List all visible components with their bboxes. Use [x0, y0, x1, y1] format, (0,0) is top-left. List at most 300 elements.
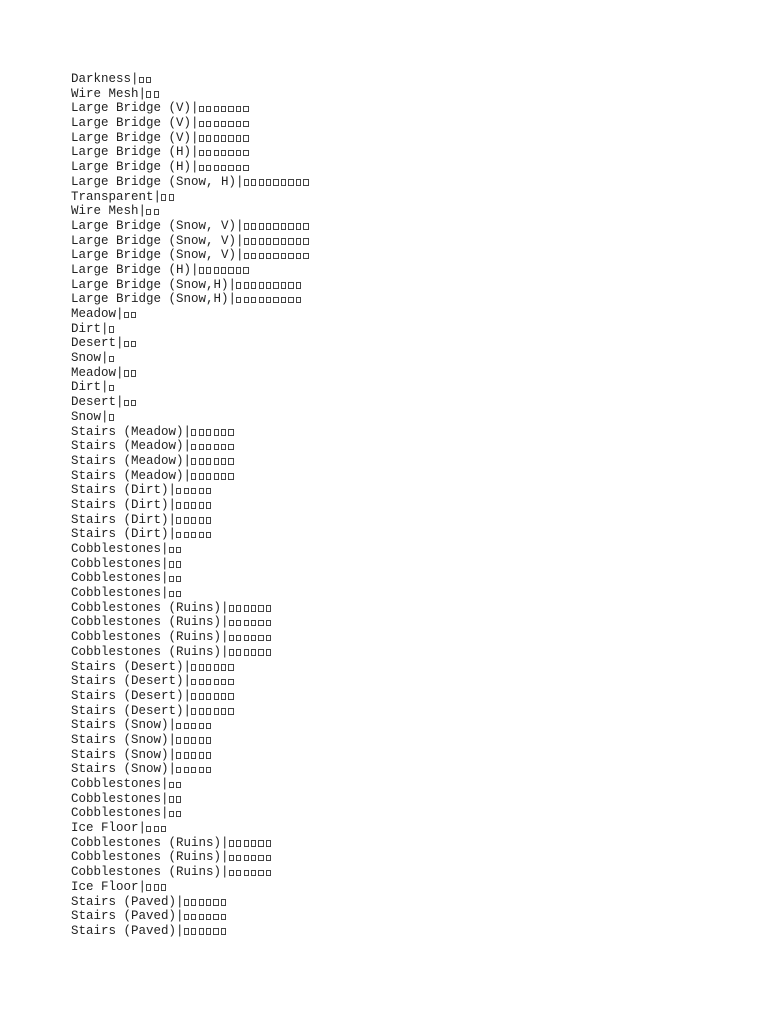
text-line: [71, 527, 731, 542]
tofu-box-icon: [191, 752, 196, 759]
tofu-box-icon: [244, 649, 249, 656]
tofu-box-icon: [288, 179, 293, 186]
tofu-box-icon: [184, 517, 189, 524]
tofu-box-icon: [206, 532, 211, 539]
missing-glyphs: [199, 160, 251, 169]
tofu-box-icon: [206, 517, 211, 524]
missing-glyphs: [176, 718, 213, 727]
tofu-box-icon: [176, 752, 181, 759]
tofu-box-icon: [146, 826, 151, 833]
tofu-box-icon: [191, 517, 196, 524]
line-label: Cobblestones (Ruins): [71, 835, 222, 850]
missing-glyphs: [199, 145, 251, 154]
tofu-box-icon: [251, 238, 256, 245]
text-line: [71, 219, 731, 234]
tofu-box-icon: [281, 253, 286, 260]
missing-glyphs: [124, 395, 139, 404]
text-line: [71, 586, 731, 601]
tofu-box-icon: [296, 297, 301, 304]
line-label: Large Bridge (V): [71, 101, 192, 116]
line-separator: |: [176, 909, 184, 924]
tofu-box-icon: [266, 635, 271, 642]
tofu-box-icon: [176, 591, 181, 598]
tofu-box-icon: [199, 165, 204, 172]
tofu-box-icon: [206, 458, 211, 465]
tofu-box-icon: [221, 708, 226, 715]
tofu-box-icon: [124, 370, 129, 377]
tofu-box-icon: [176, 737, 181, 744]
missing-glyphs: [191, 704, 236, 713]
tofu-box-icon: [236, 605, 241, 612]
tofu-box-icon: [236, 855, 241, 862]
tofu-box-icon: [266, 840, 271, 847]
tofu-box-icon: [206, 488, 211, 495]
tofu-box-icon: [266, 297, 271, 304]
tofu-box-icon: [244, 840, 249, 847]
tofu-box-icon: [191, 532, 196, 539]
line-label: Large Bridge (H): [71, 262, 192, 277]
tofu-box-icon: [184, 488, 189, 495]
text-line: [71, 439, 731, 454]
tofu-box-icon: [221, 444, 226, 451]
text-line: [71, 895, 731, 910]
tofu-box-icon: [236, 150, 241, 157]
tofu-box-icon: [184, 928, 189, 935]
line-separator: |: [168, 483, 177, 498]
tofu-box-icon: [229, 855, 234, 862]
tofu-box-icon: [206, 106, 211, 113]
line-separator: |: [228, 277, 237, 292]
tofu-box-icon: [303, 253, 308, 260]
line-label: Stairs (Meadow): [71, 439, 184, 454]
text-line: [71, 425, 731, 440]
tofu-box-icon: [244, 238, 249, 245]
line-label: Large Bridge (V): [71, 116, 192, 131]
line-separator: |: [138, 204, 147, 219]
missing-glyphs: [236, 278, 303, 287]
line-label: Stairs (Dirt): [71, 512, 169, 527]
line-label: Stairs (Snow): [71, 718, 169, 733]
line-label: Stairs (Meadow): [71, 424, 184, 439]
tofu-box-icon: [244, 635, 249, 642]
missing-glyphs: [176, 527, 213, 536]
tofu-box-icon: [206, 444, 211, 451]
line-label: Meadow: [71, 307, 117, 321]
line-label: Large Bridge (Snow, V): [71, 248, 237, 263]
tofu-box-icon: [124, 312, 129, 319]
missing-glyphs: [244, 219, 311, 228]
text-line: [71, 909, 731, 924]
line-label: Stairs (Desert): [71, 688, 184, 703]
line-label: Desert: [71, 395, 117, 410]
tofu-box-icon: [146, 77, 151, 84]
missing-glyphs: [184, 924, 229, 933]
tofu-box-icon: [251, 855, 256, 862]
text-line: [71, 116, 731, 131]
missing-glyphs: [176, 483, 213, 492]
document-text-list: [71, 72, 731, 939]
tofu-box-icon: [206, 914, 211, 921]
line-label: Cobblestones (Ruins): [71, 615, 222, 630]
tofu-box-icon: [221, 928, 226, 935]
line-separator: |: [228, 292, 237, 307]
tofu-box-icon: [243, 135, 248, 142]
tofu-box-icon: [131, 312, 136, 319]
tofu-box-icon: [221, 150, 226, 157]
text-line: [71, 72, 731, 87]
tofu-box-icon: [199, 444, 204, 451]
tofu-box-icon: [229, 635, 234, 642]
tofu-box-icon: [191, 693, 196, 700]
missing-glyphs: [176, 762, 213, 771]
tofu-box-icon: [228, 429, 233, 436]
tofu-box-icon: [176, 796, 181, 803]
line-separator: |: [116, 365, 124, 380]
tofu-box-icon: [228, 444, 233, 451]
line-label: Snow: [71, 351, 102, 366]
text-line: [71, 571, 731, 586]
line-separator: |: [183, 688, 192, 703]
tofu-box-icon: [206, 679, 211, 686]
line-separator: |: [183, 674, 192, 689]
line-label: Stairs (Snow): [71, 732, 169, 747]
line-label: Stairs (Dirt): [71, 527, 169, 542]
line-separator: |: [191, 116, 199, 131]
tofu-box-icon: [184, 737, 189, 744]
tofu-box-icon: [273, 238, 278, 245]
line-separator: |: [236, 218, 244, 233]
tofu-box-icon: [236, 297, 241, 304]
tofu-box-icon: [206, 723, 211, 730]
tofu-box-icon: [146, 209, 151, 216]
tofu-box-icon: [243, 106, 248, 113]
tofu-box-icon: [109, 414, 114, 421]
tofu-box-icon: [221, 458, 226, 465]
tofu-box-icon: [176, 767, 181, 774]
text-line: [71, 351, 731, 366]
missing-glyphs: [169, 542, 184, 551]
line-label: Meadow: [71, 365, 117, 380]
line-separator: |: [221, 850, 229, 865]
tofu-box-icon: [176, 517, 181, 524]
tofu-box-icon: [176, 576, 181, 583]
tofu-box-icon: [206, 267, 211, 274]
text-line: [71, 469, 731, 484]
tofu-box-icon: [214, 165, 219, 172]
line-separator: |: [138, 879, 147, 894]
tofu-box-icon: [199, 664, 204, 671]
tofu-box-icon: [221, 135, 226, 142]
tofu-box-icon: [236, 135, 241, 142]
line-separator: |: [153, 189, 162, 204]
tofu-box-icon: [266, 870, 271, 877]
line-label: Cobblestones: [71, 571, 162, 586]
tofu-box-icon: [288, 297, 293, 304]
line-separator: |: [236, 248, 244, 263]
tofu-box-icon: [303, 179, 308, 186]
tofu-box-icon: [221, 899, 226, 906]
text-line: [71, 513, 731, 528]
line-label: Dirt: [71, 380, 102, 395]
tofu-box-icon: [184, 767, 189, 774]
text-line: [71, 601, 731, 616]
line-label: Cobblestones (Ruins): [71, 630, 222, 645]
tofu-box-icon: [251, 282, 256, 289]
line-separator: |: [161, 806, 169, 821]
tofu-box-icon: [236, 121, 241, 128]
missing-glyphs: [199, 101, 251, 110]
line-separator: |: [176, 923, 184, 938]
line-label: Cobblestones: [71, 586, 162, 601]
text-line: [71, 204, 731, 219]
tofu-box-icon: [206, 737, 211, 744]
tofu-box-icon: [273, 253, 278, 260]
tofu-box-icon: [214, 693, 219, 700]
tofu-box-icon: [169, 591, 174, 598]
missing-glyphs: [109, 322, 116, 331]
line-label: Large Bridge (Snow, H): [71, 174, 237, 189]
missing-glyphs: [184, 909, 229, 918]
line-separator: |: [168, 732, 177, 747]
tofu-box-icon: [214, 267, 219, 274]
missing-glyphs: [199, 116, 251, 125]
line-label: Large Bridge (H): [71, 160, 192, 175]
line-label: Large Bridge (Snow, V): [71, 218, 237, 233]
line-separator: |: [138, 821, 147, 836]
line-label: Stairs (Paved): [71, 923, 177, 938]
tofu-box-icon: [191, 679, 196, 686]
tofu-box-icon: [258, 840, 263, 847]
text-line: [71, 366, 731, 381]
line-label: Stairs (Snow): [71, 762, 169, 777]
tofu-box-icon: [214, 429, 219, 436]
text-line: [71, 748, 731, 763]
tofu-box-icon: [221, 693, 226, 700]
tofu-box-icon: [228, 121, 233, 128]
missing-glyphs: [191, 454, 236, 463]
tofu-box-icon: [199, 532, 204, 539]
line-label: Cobblestones: [71, 777, 162, 791]
text-line: [71, 630, 731, 645]
tofu-box-icon: [266, 238, 271, 245]
line-separator: |: [183, 453, 192, 468]
tofu-box-icon: [288, 282, 293, 289]
line-label: Large Bridge (Snow,H): [71, 277, 229, 292]
tofu-box-icon: [228, 693, 233, 700]
tofu-box-icon: [273, 297, 278, 304]
text-line: [71, 190, 731, 205]
line-separator: |: [221, 600, 229, 615]
tofu-box-icon: [236, 282, 241, 289]
tofu-box-icon: [221, 679, 226, 686]
tofu-box-icon: [191, 458, 196, 465]
tofu-box-icon: [266, 179, 271, 186]
tofu-box-icon: [161, 884, 166, 891]
line-separator: |: [168, 718, 177, 733]
missing-glyphs: [146, 880, 168, 889]
tofu-box-icon: [191, 723, 196, 730]
tofu-box-icon: [199, 458, 204, 465]
tofu-box-icon: [244, 605, 249, 612]
line-separator: |: [236, 174, 244, 189]
line-separator: |: [101, 380, 109, 395]
text-line: [71, 557, 731, 572]
tofu-box-icon: [251, 297, 256, 304]
tofu-box-icon: [258, 649, 263, 656]
text-line: [71, 145, 731, 160]
tofu-box-icon: [199, 517, 204, 524]
line-separator: |: [176, 894, 184, 909]
tofu-box-icon: [273, 223, 278, 230]
tofu-box-icon: [236, 106, 241, 113]
line-separator: |: [221, 644, 229, 659]
tofu-box-icon: [214, 150, 219, 157]
line-label: Wire Mesh: [71, 86, 139, 101]
tofu-box-icon: [251, 840, 256, 847]
missing-glyphs: [109, 380, 116, 389]
missing-glyphs: [169, 586, 184, 595]
missing-glyphs: [244, 234, 311, 243]
tofu-box-icon: [266, 855, 271, 862]
tofu-box-icon: [206, 664, 211, 671]
line-label: Large Bridge (V): [71, 130, 192, 145]
missing-glyphs: [229, 865, 274, 874]
text-line: [71, 542, 731, 557]
line-separator: |: [168, 512, 177, 527]
tofu-box-icon: [214, 121, 219, 128]
line-separator: |: [116, 336, 124, 351]
line-separator: |: [191, 160, 199, 175]
line-label: Cobblestones (Ruins): [71, 850, 222, 865]
missing-glyphs: [169, 777, 184, 786]
tofu-box-icon: [296, 223, 301, 230]
text-line: [71, 924, 731, 939]
missing-glyphs: [146, 204, 161, 213]
tofu-box-icon: [176, 502, 181, 509]
line-label: Stairs (Desert): [71, 703, 184, 718]
line-separator: |: [191, 130, 199, 145]
tofu-box-icon: [206, 752, 211, 759]
tofu-box-icon: [199, 150, 204, 157]
line-label: Stairs (Desert): [71, 659, 184, 674]
tofu-box-icon: [229, 605, 234, 612]
text-line: [71, 806, 731, 821]
line-label: Cobblestones: [71, 791, 162, 806]
tofu-box-icon: [206, 473, 211, 480]
tofu-box-icon: [296, 253, 301, 260]
tofu-box-icon: [236, 870, 241, 877]
tofu-box-icon: [236, 165, 241, 172]
missing-glyphs: [176, 498, 213, 507]
tofu-box-icon: [236, 635, 241, 642]
tofu-box-icon: [176, 532, 181, 539]
line-separator: |: [168, 762, 177, 777]
line-label: Stairs (Paved): [71, 894, 177, 909]
tofu-box-icon: [199, 737, 204, 744]
tofu-box-icon: [258, 620, 263, 627]
tofu-box-icon: [154, 884, 159, 891]
tofu-box-icon: [199, 928, 204, 935]
tofu-box-icon: [191, 444, 196, 451]
tofu-box-icon: [281, 223, 286, 230]
text-line: [71, 762, 731, 777]
tofu-box-icon: [199, 106, 204, 113]
tofu-box-icon: [228, 664, 233, 671]
missing-glyphs: [199, 131, 251, 140]
tofu-box-icon: [176, 723, 181, 730]
tofu-box-icon: [199, 488, 204, 495]
tofu-box-icon: [213, 914, 218, 921]
tofu-box-icon: [259, 238, 264, 245]
line-label: Large Bridge (Snow,H): [71, 292, 229, 307]
missing-glyphs: [109, 351, 116, 360]
text-line: [71, 674, 731, 689]
missing-glyphs: [229, 836, 274, 845]
tofu-box-icon: [281, 297, 286, 304]
missing-glyphs: [139, 72, 154, 81]
tofu-box-icon: [288, 223, 293, 230]
tofu-box-icon: [199, 723, 204, 730]
tofu-box-icon: [206, 928, 211, 935]
line-label: Transparent: [71, 189, 154, 204]
tofu-box-icon: [251, 649, 256, 656]
line-label: Large Bridge (H): [71, 145, 192, 160]
line-separator: |: [183, 659, 192, 674]
tofu-box-icon: [281, 238, 286, 245]
line-separator: |: [161, 571, 169, 586]
missing-glyphs: [169, 557, 184, 566]
line-separator: |: [161, 791, 169, 806]
tofu-box-icon: [213, 899, 218, 906]
text-line: [71, 865, 731, 880]
tofu-box-icon: [266, 620, 271, 627]
tofu-box-icon: [228, 267, 233, 274]
text-line: [71, 718, 731, 733]
line-label: Stairs (Dirt): [71, 497, 169, 512]
missing-glyphs: [176, 748, 213, 757]
tofu-box-icon: [206, 767, 211, 774]
line-separator: |: [116, 307, 124, 321]
line-separator: |: [161, 556, 169, 571]
tofu-box-icon: [154, 826, 159, 833]
missing-glyphs: [124, 307, 139, 316]
missing-glyphs: [191, 674, 236, 683]
tofu-box-icon: [214, 135, 219, 142]
tofu-box-icon: [206, 135, 211, 142]
tofu-box-icon: [266, 223, 271, 230]
tofu-box-icon: [191, 664, 196, 671]
line-separator: |: [138, 86, 147, 101]
text-line: [71, 454, 731, 469]
tofu-box-icon: [184, 532, 189, 539]
tofu-box-icon: [206, 165, 211, 172]
line-label: Cobblestones: [71, 556, 162, 571]
tofu-box-icon: [303, 223, 308, 230]
tofu-box-icon: [169, 576, 174, 583]
text-line: [71, 87, 731, 102]
text-line: [71, 322, 731, 337]
tofu-box-icon: [206, 121, 211, 128]
tofu-box-icon: [199, 679, 204, 686]
text-line: [71, 689, 731, 704]
line-separator: |: [183, 424, 192, 439]
tofu-box-icon: [251, 870, 256, 877]
tofu-box-icon: [259, 253, 264, 260]
tofu-box-icon: [199, 121, 204, 128]
tofu-box-icon: [184, 752, 189, 759]
line-separator: |: [168, 497, 177, 512]
tofu-box-icon: [251, 605, 256, 612]
